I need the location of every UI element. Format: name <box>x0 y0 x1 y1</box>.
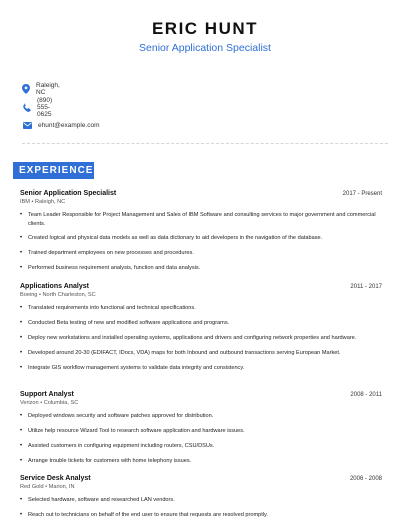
job-company: Boeing • North Charleston, SC <box>20 292 96 298</box>
location-pin-icon <box>22 84 30 94</box>
email-icon <box>22 120 32 130</box>
job-bullet: • Developed around 20-30 (EDIFACT, IDocs, VDA) maps for both Inbound and outbound transactions serving European Market. <box>20 349 382 358</box>
contact-phone-text: (890) 555-0625 <box>37 96 53 118</box>
job-bullet: • Performed business requirement analysis, function and data analysis. <box>20 264 382 273</box>
phone-icon <box>22 102 31 112</box>
job-bullets <box>20 304 382 372</box>
job-bullet: • Selected hardware, software and researched LAN vendors. <box>20 496 382 505</box>
contact-email <box>22 116 100 134</box>
job-bullet: • Deploy new workstations and installed operating systems, applications and drivers and configuring network properties and hardware. <box>20 334 382 343</box>
job-bullet: • Assisted customers in configuring equipment including routers, CSU/DSUs. <box>20 442 382 451</box>
job-bullet: • Conducted Beta testing of new and modified software applications and programs. <box>20 319 382 328</box>
job-company: Red Gold • Marion, IN <box>20 484 75 490</box>
job-title: Senior Application Specialist <box>20 190 117 197</box>
resume-header <box>0 0 410 55</box>
contact-location <box>22 80 62 98</box>
job-bullets <box>20 412 382 466</box>
candidate-name: ERIC HUNT <box>151 19 259 38</box>
job-bullets <box>20 496 382 520</box>
job-title: Support Analyst <box>20 391 74 398</box>
job-entry <box>20 475 382 520</box>
job-bullet: • Deployed windows security and software patches approved for distribution. <box>20 412 382 421</box>
job-bullet: • Utilize help resource Wizard Tool to research software application and hardware issues. <box>20 427 382 436</box>
job-bullet: • Created logical and physical data models as well as data dictionary to aid developers in the navigation of the database. <box>20 234 382 243</box>
job-company: Verizon • Columbia, SC <box>20 400 79 406</box>
contact-location-text: Raleigh, NC <box>36 82 60 96</box>
job-dates: 2006 - 2008 <box>349 476 382 482</box>
job-title: Applications Analyst <box>20 283 89 290</box>
header-divider <box>22 143 388 144</box>
job-dates: 2011 - 2017 <box>350 284 382 290</box>
job-bullet: • Translated requirements into functional and technical specifications. <box>20 304 382 313</box>
job-entry <box>20 190 382 273</box>
job-bullet: • Reach out to technicians on behalf of the end user to ensure that requests are resolved promptly. <box>20 511 382 520</box>
contact-phone <box>22 98 53 116</box>
job-entry <box>20 283 382 372</box>
candidate-title: Senior Application Specialist <box>139 42 271 54</box>
job-bullet: • Integrate GIS workflow management systems to validate data integrity and consistency. <box>20 364 382 373</box>
job-dates: 2017 - Present <box>342 191 382 197</box>
job-title: Service Desk Analyst <box>20 475 91 482</box>
job-company: IBM • Raleigh, NC <box>20 199 66 205</box>
job-bullets <box>20 211 382 273</box>
job-bullet: • Team Leader Responsible for Project Management and Sales of IBM Software and consulting services to major government and commercial clients. <box>20 211 382 228</box>
job-bullet: • Arrange trouble tickets for customers with home telephony issues. <box>20 457 382 466</box>
contact-email-text: ehunt@example.com <box>38 121 100 129</box>
job-dates: 2008 - 2011 <box>350 392 382 398</box>
section-heading-experience: EXPERIENCE <box>19 165 94 176</box>
job-entry <box>20 391 382 466</box>
job-bullet: • Trained department employees on new processes and procedures. <box>20 249 382 258</box>
